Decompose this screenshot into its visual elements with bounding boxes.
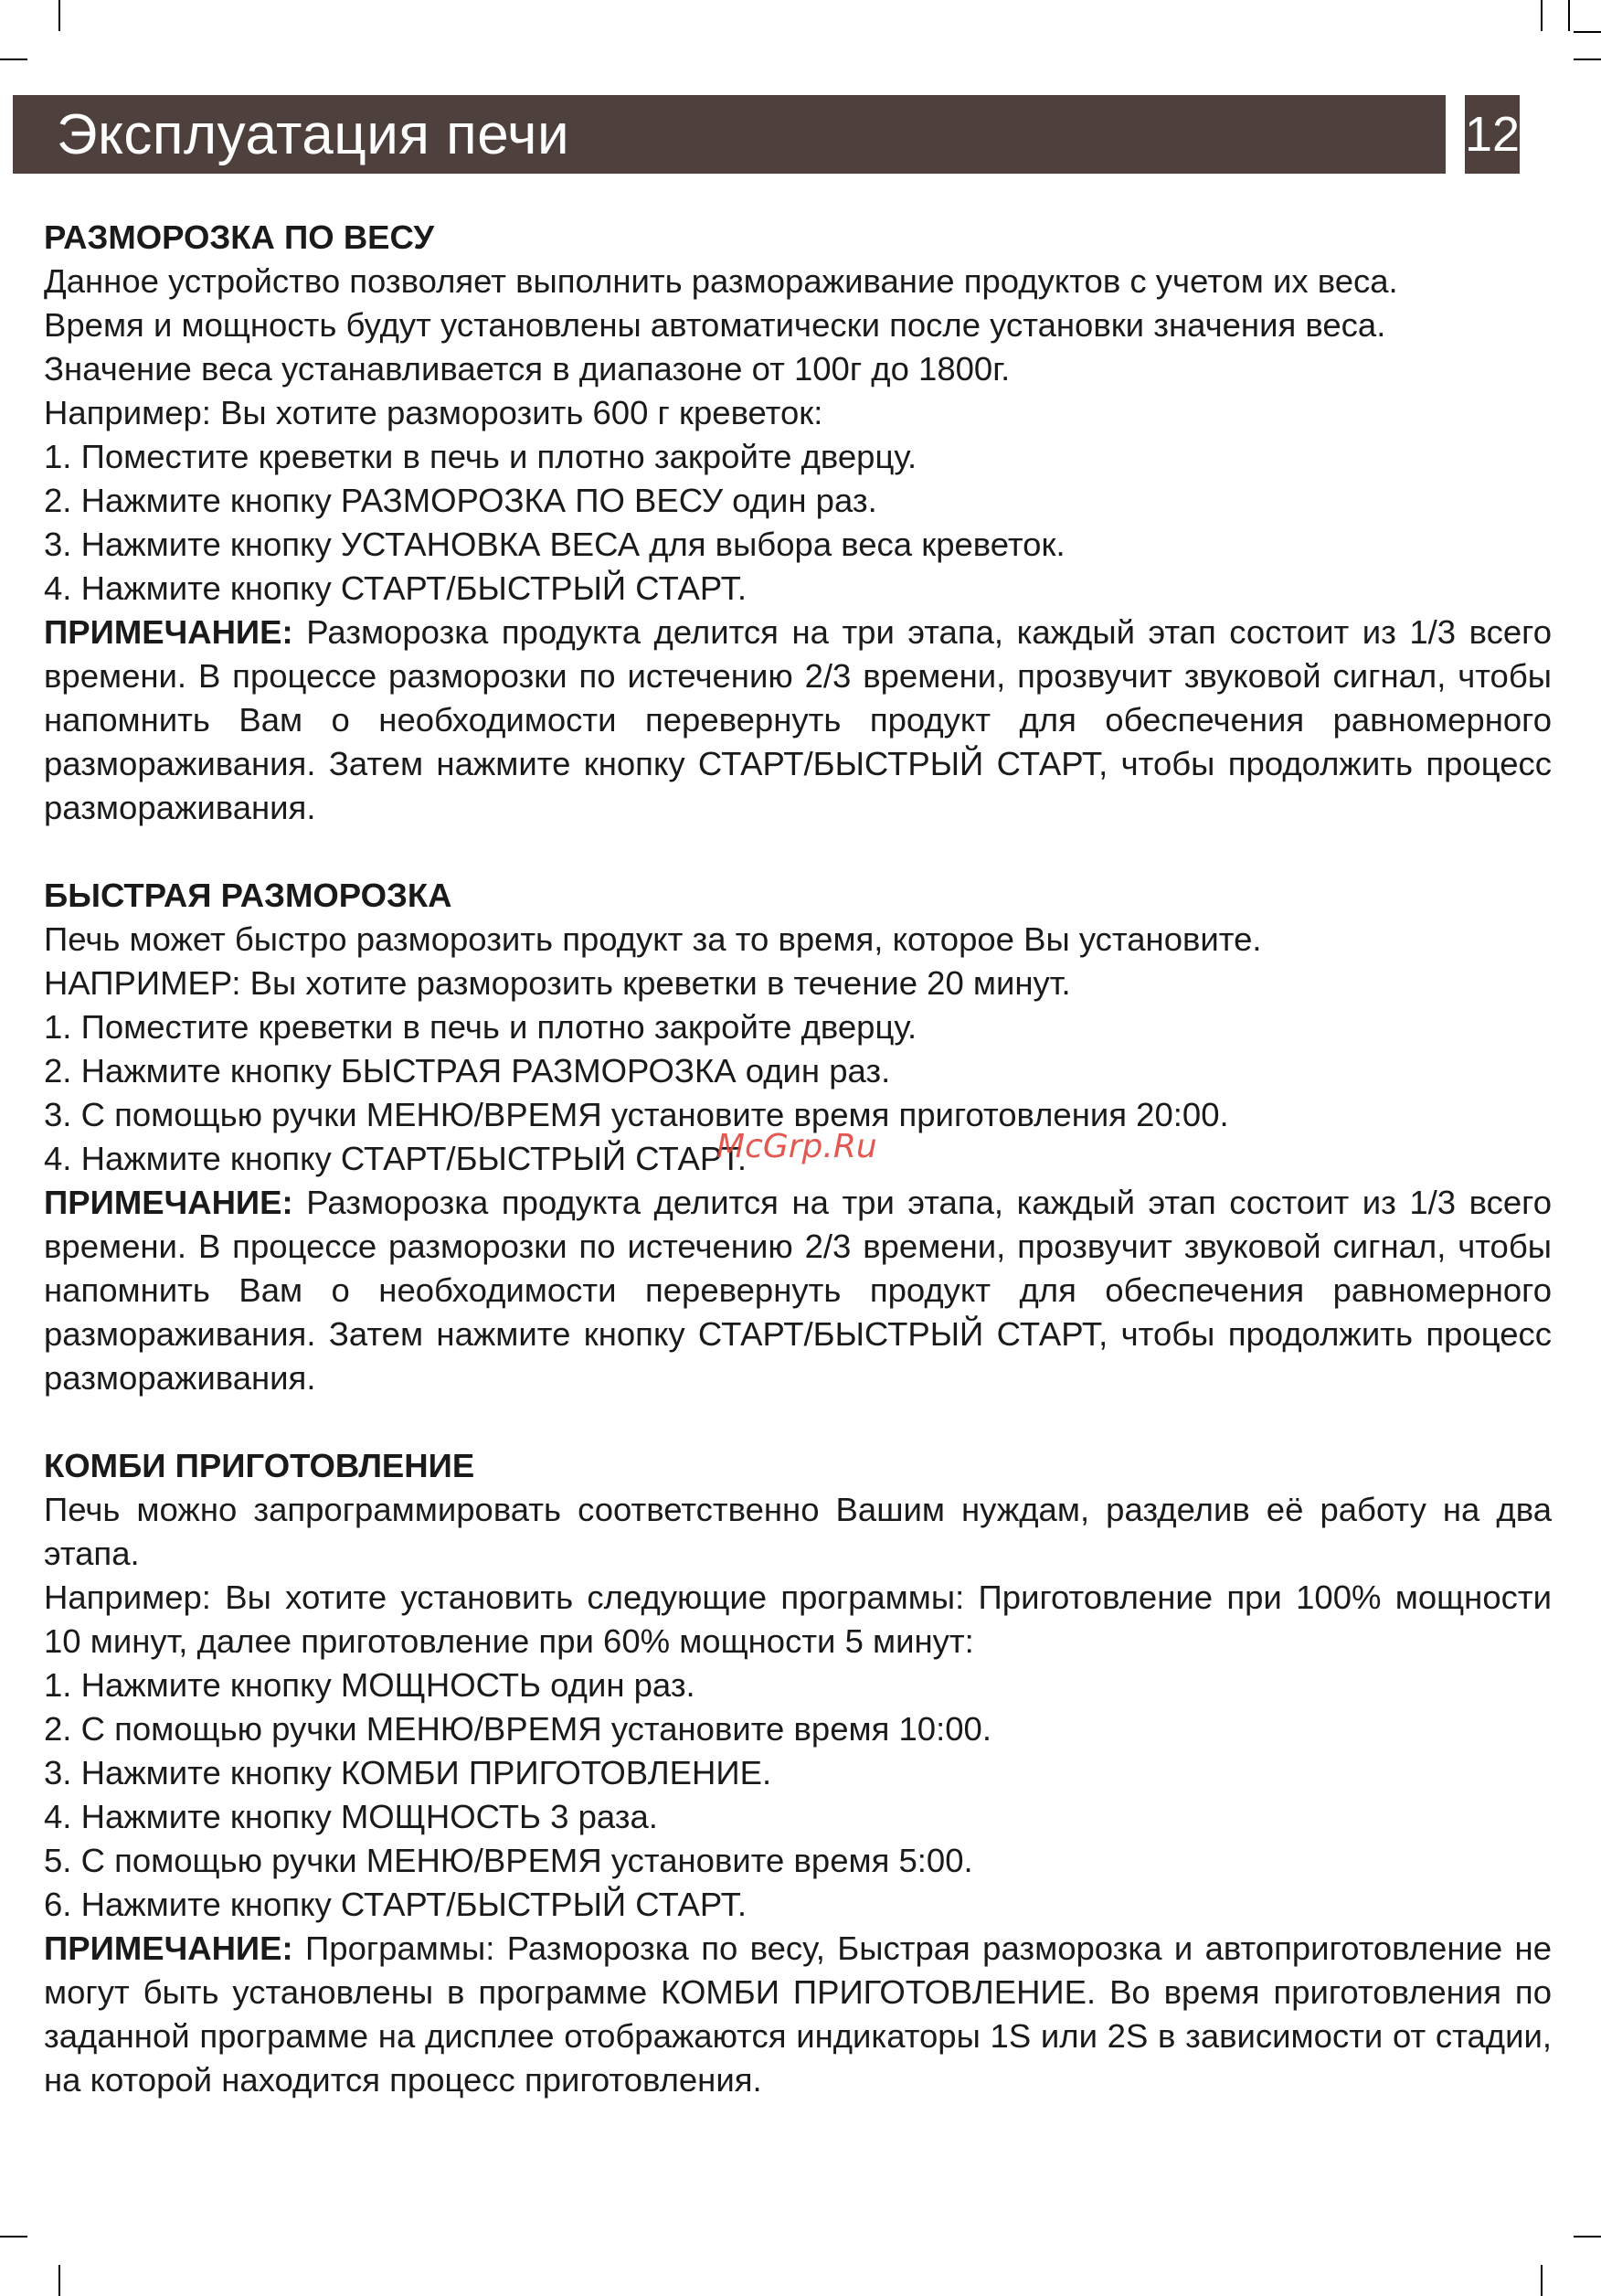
watermark: McGrp.Ru: [716, 1128, 877, 1165]
step-item: 6. Нажмите кнопку СТАРТ/БЫСТРЫЙ СТАРТ.: [44, 1886, 747, 1923]
step-item: 2. С помощью ручки МЕНЮ/ВРЕМЯ установите время 10:00.: [44, 1710, 991, 1748]
steps-list: [44, 1664, 1552, 1927]
step-item: 4. Нажмите кнопку МОЩНОСТЬ 3 раза.: [44, 1798, 658, 1835]
paragraph: Печь может быстро разморозить продукт за то время, которое Вы установите.: [44, 920, 1262, 958]
note-text: Разморозка продукта делится на три этапа, каждый этап состоит из 1/3 всего времени. В процессе разморозки по истечению 2/3 времени, прозвучит звуковой сигнал, чтобы напомнить Вам о необходимости перевернуть продукт для обеспечения равномерного размораживания. Затем нажмите кнопку СТАРТ/БЫСТРЫЙ СТАРТ, чтобы продолжить процесс размораживания.: [44, 613, 1552, 826]
section-combi-cooking: [44, 1444, 1552, 2102]
crop-mark: [0, 58, 27, 60]
section-heading: РАЗМОРОЗКА ПО ВЕСУ: [44, 218, 435, 256]
crop-mark: [1574, 58, 1601, 60]
page-title: Эксплуатация печи: [57, 102, 570, 166]
note-text: Разморозка продукта делится на три этапа, каждый этап состоит из 1/3 всего времени. В процессе разморозки по истечению 2/3 времени, прозвучит звуковой сигнал, чтобы напомнить Вам о необходимости перевернуть продукт для обеспечения равномерного размораживания. Затем нажмите кнопку СТАРТ/БЫСТРЫЙ СТАРТ, чтобы продолжить процесс размораживания.: [44, 1184, 1552, 1397]
crop-mark: [1574, 2236, 1601, 2238]
step-item: 3. Нажмите кнопку КОМБИ ПРИГОТОВЛЕНИЕ.: [44, 1754, 772, 1791]
step-item: 1. Нажмите кнопку МОЩНОСТЬ один раз.: [44, 1666, 695, 1704]
paragraph: НАПРИМЕР: Вы хотите разморозить креветки в течение 20 минут.: [44, 964, 1071, 1002]
step-item: 3. С помощью ручки МЕНЮ/ВРЕМЯ установите время приготовления 20:00.: [44, 1096, 1229, 1133]
crop-mark: [1574, 31, 1601, 33]
crop-mark: [1541, 2265, 1543, 2296]
note-label: ПРИМЕЧАНИЕ:: [44, 1184, 293, 1221]
step-item: 2. Нажмите кнопку БЫСТРАЯ РАЗМОРОЗКА один раз.: [44, 1052, 891, 1090]
note-text: Программы: Разморозка по весу, Быстрая разморозка и автоприготовление не могут быть установлены в программе КОМБИ ПРИГОТОВЛЕНИЕ. Во время приготовления по заданной программе на дисплее отображаются индикаторы 1S или 2S в зависимости от стадии, на которой находится процесс приготовления.: [44, 1929, 1552, 2099]
paragraph: Данное устройство позволяет выполнить размораживание продуктов с учетом их веса.: [44, 262, 1398, 300]
document-body: [44, 216, 1552, 2146]
step-item: 4. Нажмите кнопку СТАРТ/БЫСТРЫЙ СТАРТ.: [44, 1140, 747, 1177]
crop-mark: [0, 2236, 27, 2238]
step-item: 5. С помощью ручки МЕНЮ/ВРЕМЯ установите время 5:00.: [44, 1842, 973, 1879]
paragraph: Время и мощность будут установлены автоматически после установки значения веса.: [44, 306, 1386, 344]
page-number: 12: [1465, 95, 1520, 174]
section-heading: БЫСТРАЯ РАЗМОРОЗКА: [44, 877, 452, 914]
paragraph: Печь можно запрограммировать соответственно Вашим нуждам, разделив её работу на два этапа.: [44, 1491, 1552, 1572]
crop-mark: [58, 0, 60, 31]
step-item: 2. Нажмите кнопку РАЗМОРОЗКА ПО ВЕСУ один раз.: [44, 482, 877, 519]
paragraph: Например: Вы хотите разморозить 600 г креветок:: [44, 394, 823, 431]
step-item: 3. Нажмите кнопку УСТАНОВКА ВЕСА для выбора веса креветок.: [44, 526, 1066, 563]
note: [44, 1927, 1552, 2102]
header-bar: [13, 95, 1446, 174]
step-item: 1. Поместите креветки в печь и плотно закройте дверцу.: [44, 1008, 917, 1046]
crop-mark: [1568, 0, 1570, 31]
section-heading: КОМБИ ПРИГОТОВЛЕНИЕ: [44, 1447, 475, 1484]
steps-list: [44, 435, 1552, 611]
paragraph: Например: Вы хотите установить следующие программы: Приготовление при 100% мощности 10 минут, далее приготовление при 60% мощности 5 минут:: [44, 1578, 1552, 1660]
crop-mark: [58, 2265, 60, 2296]
section-defrost-by-weight: [44, 216, 1552, 830]
note-label: ПРИМЕЧАНИЕ:: [44, 613, 293, 651]
step-item: 1. Поместите креветки в печь и плотно закройте дверцу.: [44, 438, 917, 475]
paragraph: Значение веса устанавливается в диапазоне от 100г до 1800г.: [44, 350, 1011, 388]
note-label: ПРИМЕЧАНИЕ:: [44, 1929, 293, 1967]
note: [44, 1181, 1552, 1400]
step-item: 4. Нажмите кнопку СТАРТ/БЫСТРЫЙ СТАРТ.: [44, 569, 747, 607]
note: [44, 611, 1552, 830]
crop-mark: [1541, 0, 1543, 31]
